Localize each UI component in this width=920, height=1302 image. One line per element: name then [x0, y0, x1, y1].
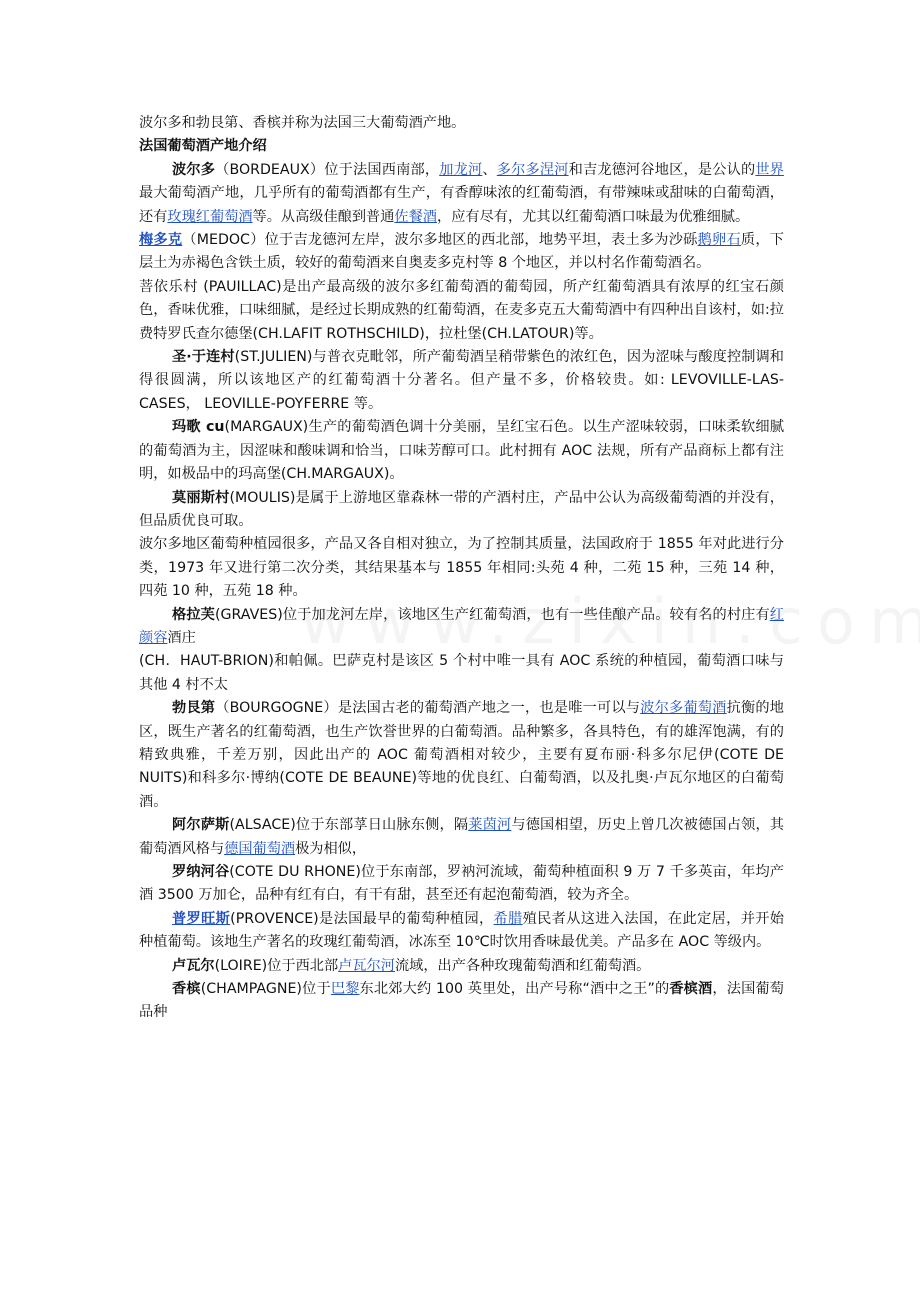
graves-paragraph	[139, 604, 784, 651]
link-provence[interactable]: 普罗旺斯	[172, 910, 231, 927]
text: 酒庄	[167, 629, 196, 646]
champagne-paragraph	[139, 978, 784, 1025]
text: (ST.JULIEN)与普衣克毗邻，所产葡萄酒呈稍带紫色的浓红色，因为涩味与酸度控制调和得很圆满，所以该地区产的红葡萄酒十分著名。但产量不多，价格较贵。如: LEVOVILLE-LAS-CASES， LEOVILLE-POYFERRE 等。	[139, 349, 784, 412]
text: (MARGAUX)生产的葡萄酒色调十分美丽，呈红宝石色。以生产涩味较弱，口味柔软细腻的葡萄酒为主，因涩味和酸味调和恰当，口味芳醇可口。此村拥有 AOC 法规，所有产品商标上都有注明，如极品中的玛高堡(CH.MARGAUX)。	[139, 419, 785, 483]
text: 最大葡萄酒产地，几乎所有的葡萄酒都有生产，有香醇味浓的红葡萄酒，有带辣味或甜味的白葡萄酒，还有	[139, 185, 784, 225]
region-name: 卢瓦尔	[172, 957, 215, 974]
text: (PROVENCE)是法国最早的葡萄种植园，	[230, 910, 494, 927]
text: （BORDEAUX）位于法国西南部，	[215, 161, 440, 178]
graves-continuation: (CH．HAUT-BRION)和帕佩。巴萨克村是该区 5 个村中唯一具有 AOC 系统的种植园，葡萄酒口味与其他 4 村不太	[139, 653, 784, 693]
text: (ALSACE)位于东部莩日山脉东侧，隔	[229, 817, 469, 834]
text: (GRAVES)位于加龙河左岸，该地区生产红葡萄酒，也有一些佳酿产品。较有名的村庄有	[214, 606, 770, 623]
text: （BOURGOGNE）是法国古老的葡萄酒产地之一，也是唯一可以与	[215, 700, 641, 717]
region-name: 香槟	[172, 981, 201, 998]
section-heading: 法国葡萄酒产地介绍	[139, 138, 267, 155]
document-body	[139, 112, 784, 1025]
stjulien-paragraph	[139, 346, 784, 416]
link-greece[interactable]: 希腊	[493, 910, 523, 927]
link-bordeaux-wine[interactable]: 波尔多葡萄酒	[640, 700, 727, 717]
alsace-paragraph	[139, 814, 784, 861]
text: 流域，出产各种玫瑰葡萄酒和红葡萄酒。	[394, 957, 651, 974]
bourgogne-paragraph	[139, 697, 784, 814]
rhone-paragraph	[139, 861, 784, 908]
link-german-wine[interactable]: 德国葡萄酒	[224, 840, 296, 857]
link-table-wine[interactable]: 佐餐酒	[394, 208, 437, 225]
link-medoc[interactable]: 梅多克	[139, 232, 183, 249]
region-name: 玛歌 cu	[172, 419, 225, 436]
medoc-paragraph	[139, 229, 784, 276]
link-haut-brion[interactable]: 红颜容	[139, 606, 784, 646]
link-paris[interactable]: 巴黎	[330, 981, 360, 998]
region-name: 勃艮第	[172, 700, 216, 717]
link-garonne[interactable]: 加龙河	[439, 161, 483, 178]
text: (MOULIS)是属于上游地区靠森林一带的产酒村庄，产品中公认为高级葡萄酒的并没有，但品质优良可取。	[139, 489, 784, 529]
region-name: 波尔多	[172, 161, 216, 178]
text: 等。从高级佳酿到普通	[252, 208, 395, 225]
region-name: 莫丽斯村	[172, 489, 230, 506]
pauillac-paragraph: 菩依乐村 (PAUILLAC)是出产最高级的波尔多红葡萄酒的葡萄园，所产红葡萄酒具有浓厚的红宝石颜色，香味优雅，口味细腻，是经过长期成熟的红葡萄酒，在麦多克五大葡萄酒中有四种出自该村，如:拉费特罗氏查尔德堡(CH.LAFIT ROTHSCHILD)，拉杜堡(CH.LATOUR)等。	[139, 278, 784, 342]
text: 极为相似，	[295, 840, 367, 857]
text: 和吉龙德河谷地区，是公认的	[568, 161, 756, 178]
text: (LOIRE)位于西北部	[214, 957, 339, 974]
text: 东北郊大约 100 英里处，出产号称“酒中之王”的	[359, 981, 670, 998]
text: ，应有尽有，尤其以红葡萄酒口味最为优雅细腻。	[437, 208, 750, 225]
text: ，法国葡萄品种	[139, 981, 784, 1021]
provence-paragraph	[139, 908, 784, 955]
link-pebble[interactable]: 鹅卵石	[697, 232, 741, 249]
text: （MEDOC）位于吉龙德河左岸，波尔多地区的西北部，地势平坦，表土多为沙砾	[182, 232, 698, 249]
region-name: 圣·于连村	[172, 349, 235, 366]
loire-paragraph	[139, 955, 784, 978]
text: (COTE DU RHONE)位于东南部，罗衲河流域，葡萄种植面积 9 万 7 千多英亩，年均产酒 3500 万加仑，品种有红有白，有干有甜，甚至还有起泡葡萄酒，较为齐全。	[139, 864, 784, 904]
region-name: 格拉芙	[172, 606, 215, 623]
link-loire-river[interactable]: 卢瓦尔河	[338, 957, 395, 974]
text: 抗衡的地区，既生产著名的红葡萄酒，也生产饮誉世界的白葡萄酒。品种繁多，各具特色，有的雄浑饱满，有的精致典雅，千差万别，因此出产的 AOC 葡萄酒相对较少，主要有夏布丽·科多尔尼伊(COTE DE NUITS)和科多尔·博纳(COTE DE BEAUNE)等地的优良红、白葡萄酒，以及扎奥·卢瓦尔地区的白葡萄酒。	[139, 700, 784, 810]
margaux-paragraph	[139, 416, 784, 486]
link-rhine[interactable]: 莱茵河	[468, 817, 512, 834]
intro-paragraph: 波尔多和勃艮第、香槟并称为法国三大葡萄酒产地。	[139, 115, 466, 131]
classification-paragraph: 波尔多地区葡萄种植园很多，产品又各自相对独立，为了控制其质量，法国政府于 1855 年对此进行分类，1973 年又进行第二次分类，其结果基本与 1855 年相同:头苑 4 种，二苑 15 种，三苑 14 种，四苑 10 种，五苑 18 种。	[139, 536, 784, 600]
link-rose-wine[interactable]: 玫瑰红葡萄酒	[167, 208, 253, 225]
text: 殖民者从这进入法国，在此定居，并开始种植葡萄。该地生产著名的玫瑰红葡萄酒，冰冻至 10℃时饮用香味最优美。产品多在 AOC 等级内。	[139, 910, 784, 951]
text: 与德国相望，历史上曾几次被德国占领，其葡萄酒风格与	[139, 817, 784, 857]
region-name: 阿尔萨斯	[172, 817, 230, 834]
champagne-wine-term: 香槟酒	[669, 981, 713, 998]
text: 质，下层土为赤褐色含铁土质，较好的葡萄酒来自奥麦多克村等 8 个地区，并以村名作葡萄酒名。	[139, 232, 784, 272]
text: 、	[482, 161, 497, 178]
moulis-paragraph	[139, 487, 784, 534]
text: (CHAMPAGNE)位于	[200, 981, 331, 998]
link-dordogne[interactable]: 多尔多涅河	[496, 161, 569, 178]
link-world[interactable]: 世界	[755, 161, 784, 178]
region-name: 罗纳河谷	[172, 864, 230, 880]
bordeaux-paragraph	[139, 159, 784, 229]
